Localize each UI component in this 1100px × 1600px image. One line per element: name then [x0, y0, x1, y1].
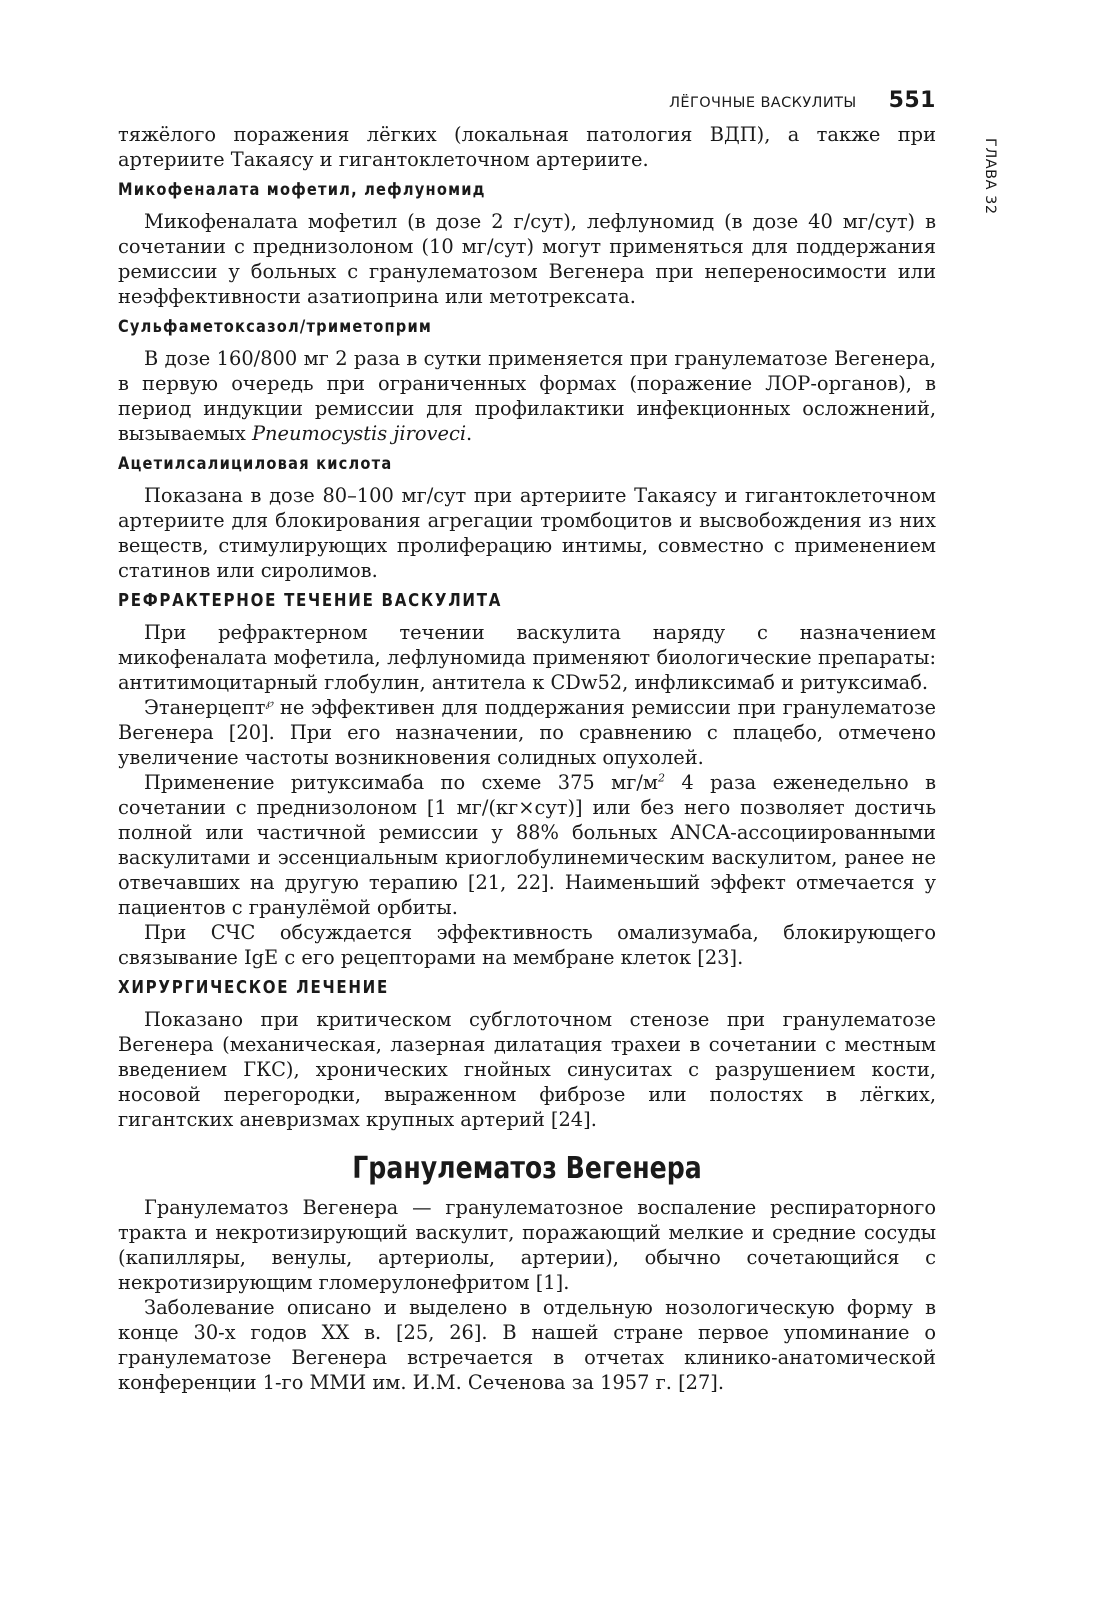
sulfamethoxazole-text: В дозе 160/800 мг 2 раза в сутки применяется при гранулематозе Вегенера, в первую очередь при ограниченных формах (поражение ЛОР-органов), в период индукции ремиссии для профилактики инфекционных осложнений, вызываемых	[118, 347, 936, 445]
paragraph-mycophenolate: Микофеналата мофетил (в дозе 2 г/сут), лефлуномид (в дозе 40 мг/сут) в сочетании с преднизолоном (10 мг/сут) могут применяться для поддержания ремиссии у больных с гранулематозом Вегенера при непереносимости или неэффективности азатиоприна или метотрексата.	[118, 210, 936, 308]
registered-mark: ℘	[265, 696, 274, 710]
refractory-2-rest: не эффективен для поддержания ремиссии при гранулематозе Вегенера [20]. При его назначении, по сравнению с плацебо, отмечено увеличение частоты возникновения солидных опухолей.	[118, 696, 936, 769]
running-header	[118, 88, 936, 113]
heading-mycophenolate: Микофеналата мофетил, лефлуномид	[118, 180, 486, 200]
paragraph-refractory-3	[118, 770, 936, 920]
sentence-end: .	[466, 422, 473, 445]
heading-refractory: РЕФРАКТЕРНОЕ ТЕЧЕНИЕ ВАСКУЛИТА	[118, 591, 503, 611]
superscript-2: 2	[658, 771, 666, 785]
refractory-3-start: Применение ритуксимаба по схеме 375 мг/м	[144, 771, 659, 794]
heading-sulfamethoxazole: Сульфаметоксазол/триметоприм	[118, 317, 433, 337]
chapter-tab: ГЛАВА 32	[982, 138, 998, 215]
paragraph-sulfamethoxazole	[118, 346, 936, 446]
paragraph-wegener-2: Заболевание описано и выделено в отдельную нозологическую форму в конце 30-х годов XX в. [25, 26]. В нашей стране первое упоминание о гранулематозе Вегенера встречается в отчетах клинико-анатомической конференции 1-го ММИ им. И.М. Сеченова за 1957 г. [27].	[118, 1296, 936, 1394]
paragraph-wegener-1: Гранулематоз Вегенера — гранулематозное воспаление респираторного тракта и некротизирующий васкулит, поражающий мелкие и средние сосуды (капилляры, венулы, артериолы, артерии), обычно сочетающийся с некротизирующим гломерулонефритом [1].	[118, 1196, 936, 1294]
book-page	[118, 0, 936, 1600]
intro-paragraph: тяжёлого поражения лёгких (локальная патология ВДП), а также при артериите Такаясу и гигантоклеточном артериите.	[118, 123, 936, 171]
etanercept-word: Этанерцепт	[144, 696, 266, 719]
paragraph-aspirin: Показана в дозе 80–100 мг/сут при артериите Такаясу и гигантоклеточном артериите для блокирования агрегации тромбоцитов и высвобождения из них веществ, стимулирующих пролиферацию интимы, совместно с применением статинов или сиролимов.	[118, 484, 936, 582]
paragraph-refractory-1: При рефрактерном течении васкулита наряду с назначением микофеналата мофетила, лефлуномида применяют биологические препараты: антитимоцитарный глобулин, антитела к CDw52, инфликсимаб и ритуксимаб.	[118, 621, 936, 694]
section-title-wegener: Гранулематоз Вегенера	[352, 1151, 702, 1186]
refractory-3-rest: 4 раза еженедельно в сочетании с преднизолоном [1 мг/(кг×сут)] или без него позволяет достичь полной или частичной ремиссии у 88% больных ANCA-ассоциированными васкулитами и эссенциальным криоглобулинемическим васкулитом, ранее не отвечавших на другую терапию [21, 22]. Наименьший эффект отмечается у пациентов с гранулёмой орбиты.	[118, 771, 936, 919]
paragraph-refractory-4: При СЧС обсуждается эффективность омализумаба, блокирующего связывание IgE с его рецепторами на мембране клеток [23].	[118, 921, 936, 969]
running-title: ЛЁГОЧНЫЕ ВАСКУЛИТЫ	[669, 95, 857, 111]
page-number: 551	[888, 88, 936, 113]
paragraph-refractory-2	[118, 695, 936, 770]
paragraph-surgery: Показано при критическом субглоточном стенозе при гранулематозе Вегенера (механическая, лазерная дилатация трахеи в сочетании с местным введением ГКС), хронических гнойных синуситах с разрушением кости, носовой перегородки, выраженном фиброзе или полостях в лёгких, гигантских аневризмах крупных артерий [24].	[118, 1008, 936, 1131]
heading-surgery: ХИРУРГИЧЕСКОЕ ЛЕЧЕНИЕ	[118, 978, 389, 998]
heading-aspirin: Ацетилсалициловая кислота	[118, 454, 393, 474]
page-content	[118, 122, 936, 1395]
organism-name: Pneumocystis jiroveci	[251, 422, 467, 445]
